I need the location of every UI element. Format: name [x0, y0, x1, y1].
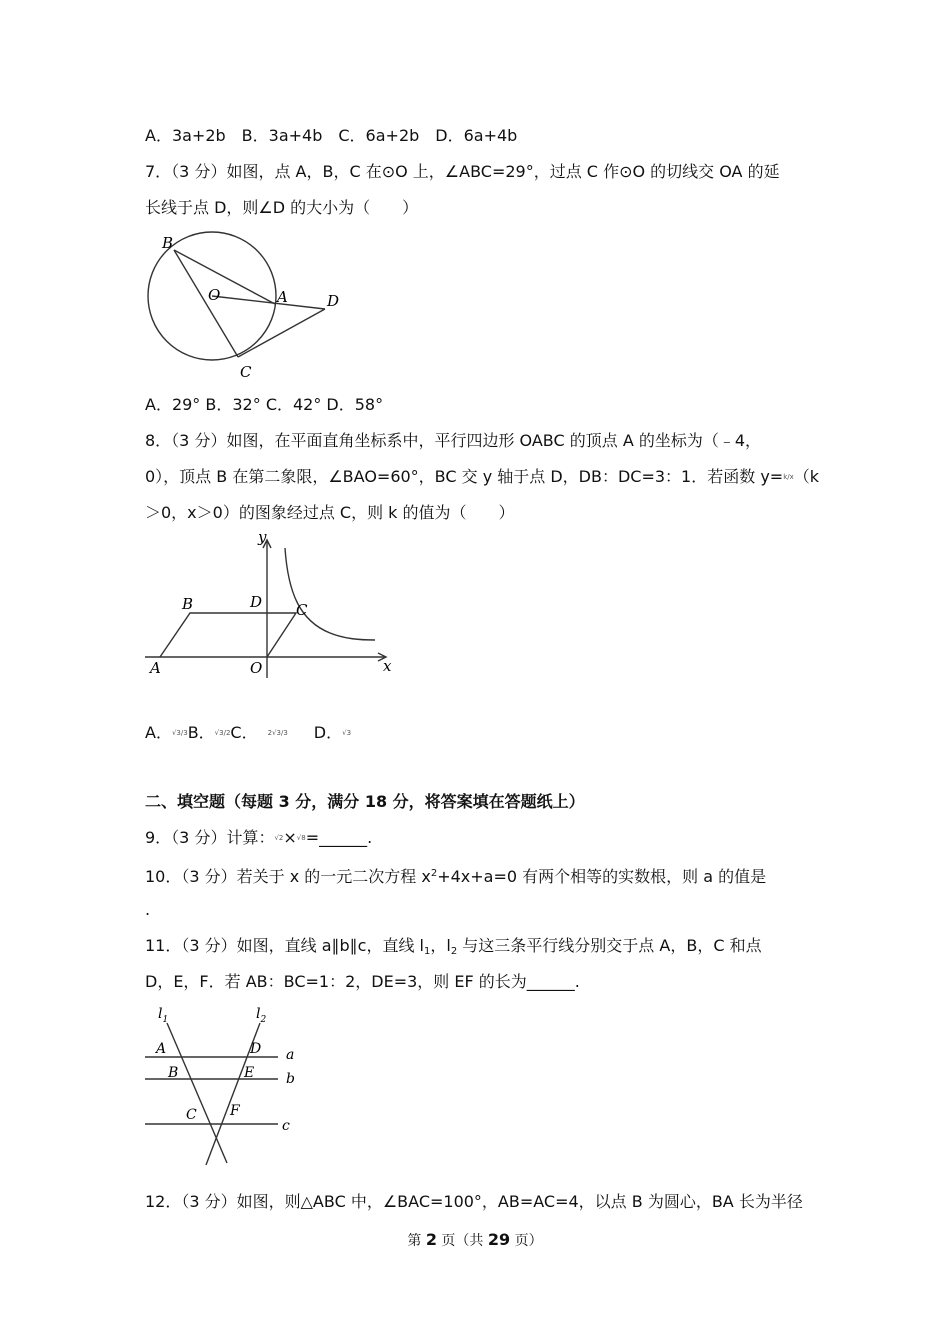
- q11-text-line1: 11．（3 分）如图，直线 a∥b∥c，直线 $l_1$，$l_2$ 与这三条平行线分别交于点 A，B，C 和点: [145, 936, 762, 957]
- q11-label-l1: $l_1$: [158, 1006, 169, 1025]
- q8-text-line3: ＞0，x＞0）的图象经过点 C，则 k 的值为（ ）: [145, 503, 515, 522]
- q11-figure-parallel-lines: [140, 1003, 315, 1173]
- q11-label-c: c: [282, 1118, 290, 1134]
- q9-text: 9．（3 分）计算：√2×√8=______.: [145, 828, 373, 847]
- q10-text-line2: .: [145, 900, 151, 919]
- q8-label-y: y: [258, 533, 267, 546]
- q11-text-line2: D，E，F．若 AB：BC=1：2，DE=3，则 EF 的长为______.: [145, 972, 580, 991]
- q8-label-A: A: [150, 659, 161, 677]
- section2-heading: 二、填空题（每题 3 分，满分 18 分，将答案填在答题纸上）: [145, 792, 585, 811]
- q8-label-x: x: [383, 657, 392, 675]
- q7-label-B: B: [162, 234, 174, 252]
- q8-figure-coordinate-parallelogram: [140, 533, 400, 683]
- page-total: 29: [487, 1230, 511, 1249]
- q7-label-A: A: [277, 288, 288, 306]
- q7-text-line1: 7．（3 分）如图，点 A，B，C 在⊙O 上，∠ABC=29°，过点 C 作⊙O 的切线交 OA 的延: [145, 162, 780, 181]
- q8-label-B: B: [182, 595, 194, 613]
- q11-label-C: C: [186, 1107, 197, 1123]
- q11-label-b: b: [286, 1071, 295, 1087]
- q11-label-a: a: [286, 1047, 295, 1063]
- q11-label-l2: $l_2$: [256, 1006, 267, 1025]
- q8-label-D: D: [250, 593, 263, 611]
- q7-label-O: O: [208, 286, 221, 304]
- q7-label-D: D: [327, 292, 340, 310]
- q8-fraction-k-over-x: k/x: [783, 473, 794, 481]
- q8-options: A．√3/3B．√3/2C． 2√3/3 D．√3: [145, 723, 352, 742]
- page-number: 2: [425, 1230, 437, 1249]
- page-footer: 第 2 页（共 29 页）: [407, 1230, 543, 1249]
- q7-text-line2: 长线于点 D，则∠D 的大小为（ ）: [145, 198, 419, 217]
- q7-options: A．29° B．32° C．42° D．58°: [145, 395, 384, 414]
- q8-text-line1: 8．（3 分）如图，在平面直角坐标系中，平行四边形 OABC 的顶点 A 的坐标为（﹣4，: [145, 431, 762, 450]
- q7-label-C: C: [240, 363, 252, 381]
- q7-figure-circle-tangent: [140, 230, 370, 385]
- q8-text-line2: 0），顶点 B 在第二象限，∠BAO=60°，BC 交 y 轴于点 D，DB：DC=3：1．若函数 y=k/x（k: [145, 467, 820, 486]
- q11-label-A: A: [156, 1041, 167, 1057]
- q11-label-B: B: [168, 1065, 179, 1081]
- q11-label-F: F: [230, 1103, 240, 1119]
- q8-label-O: O: [250, 659, 263, 677]
- q11-label-D: D: [250, 1041, 262, 1057]
- q11-label-E: E: [244, 1065, 255, 1081]
- q6-options: A．3a+2b B．3a+4b C．6a+2b D．6a+4b: [145, 126, 518, 145]
- q12-text-line1: 12．（3 分）如图，则△ABC 中，∠BAC=100°，AB=AC=4，以点 B 为圆心，BA 长为半径: [145, 1192, 803, 1211]
- q8-label-C: C: [296, 601, 308, 619]
- q10-text-line1: 10．（3 分）若关于 x 的一元二次方程 $x^2+4x+a=0$ 有两个相等的实数根，则 a 的值是: [145, 867, 767, 886]
